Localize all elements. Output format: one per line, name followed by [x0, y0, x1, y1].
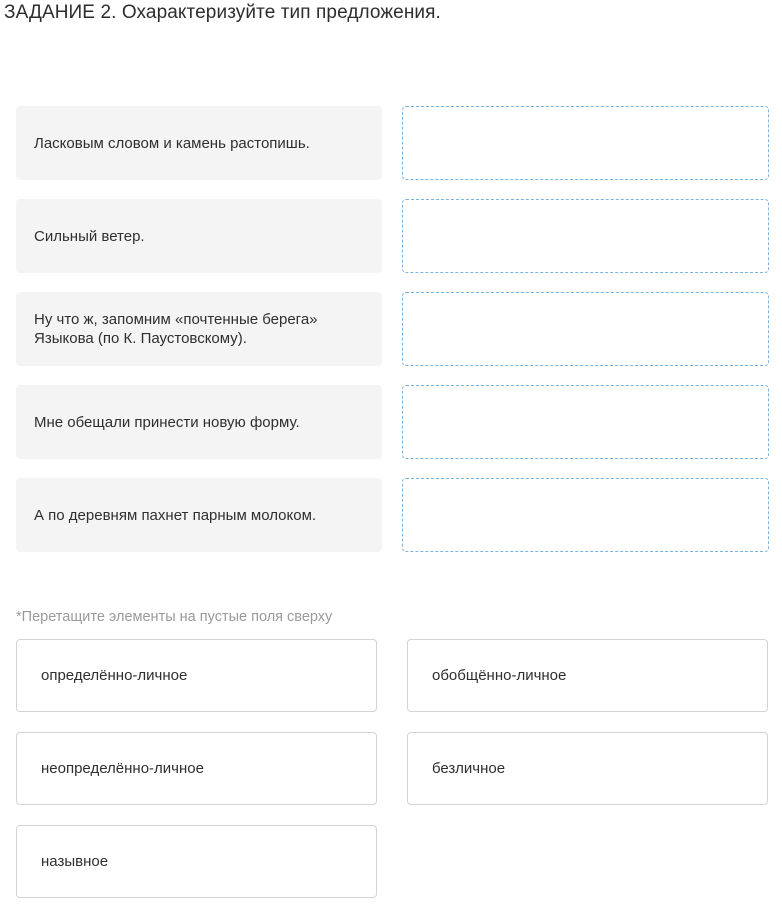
drop-zone[interactable] — [402, 478, 769, 552]
sentence-card — [16, 106, 382, 180]
sentence-card — [16, 199, 382, 273]
option-card[interactable] — [16, 732, 377, 805]
sentence-card — [16, 292, 382, 366]
sentence-text: А по деревням пахнет парным молоком. — [34, 506, 317, 524]
drag-hint: *Перетащите элементы на пустые поля сверху — [16, 609, 333, 625]
option-label: неопределённо-личное — [41, 760, 204, 777]
option-card[interactable] — [407, 639, 768, 712]
option-card[interactable] — [407, 732, 768, 805]
sentence-card — [16, 478, 382, 552]
drop-zone[interactable] — [402, 292, 769, 366]
sentence-text: Сильный ветер. — [34, 227, 145, 245]
sentence-text: Мне обещали принести новую форму. — [34, 413, 300, 431]
option-label: назывное — [41, 853, 109, 870]
drop-zone[interactable] — [402, 106, 769, 180]
sentence-text: Ну что ж, запомним «почтенные берега» Языкова (по К. Паустовскому). — [34, 311, 318, 347]
drop-zone[interactable] — [402, 385, 769, 459]
option-label: безличное — [432, 760, 506, 777]
sentence-card — [16, 385, 382, 459]
drop-zone[interactable] — [402, 199, 769, 273]
option-label: определённо-личное — [41, 667, 188, 684]
option-label: обобщённо-личное — [432, 667, 567, 684]
option-card[interactable] — [16, 639, 377, 712]
task-title: ЗАДАНИЕ 2. Охарактеризуйте тип предложения. — [4, 2, 441, 23]
sentence-text: Ласковым словом и камень растопишь. — [34, 134, 310, 152]
option-card[interactable] — [16, 825, 377, 898]
